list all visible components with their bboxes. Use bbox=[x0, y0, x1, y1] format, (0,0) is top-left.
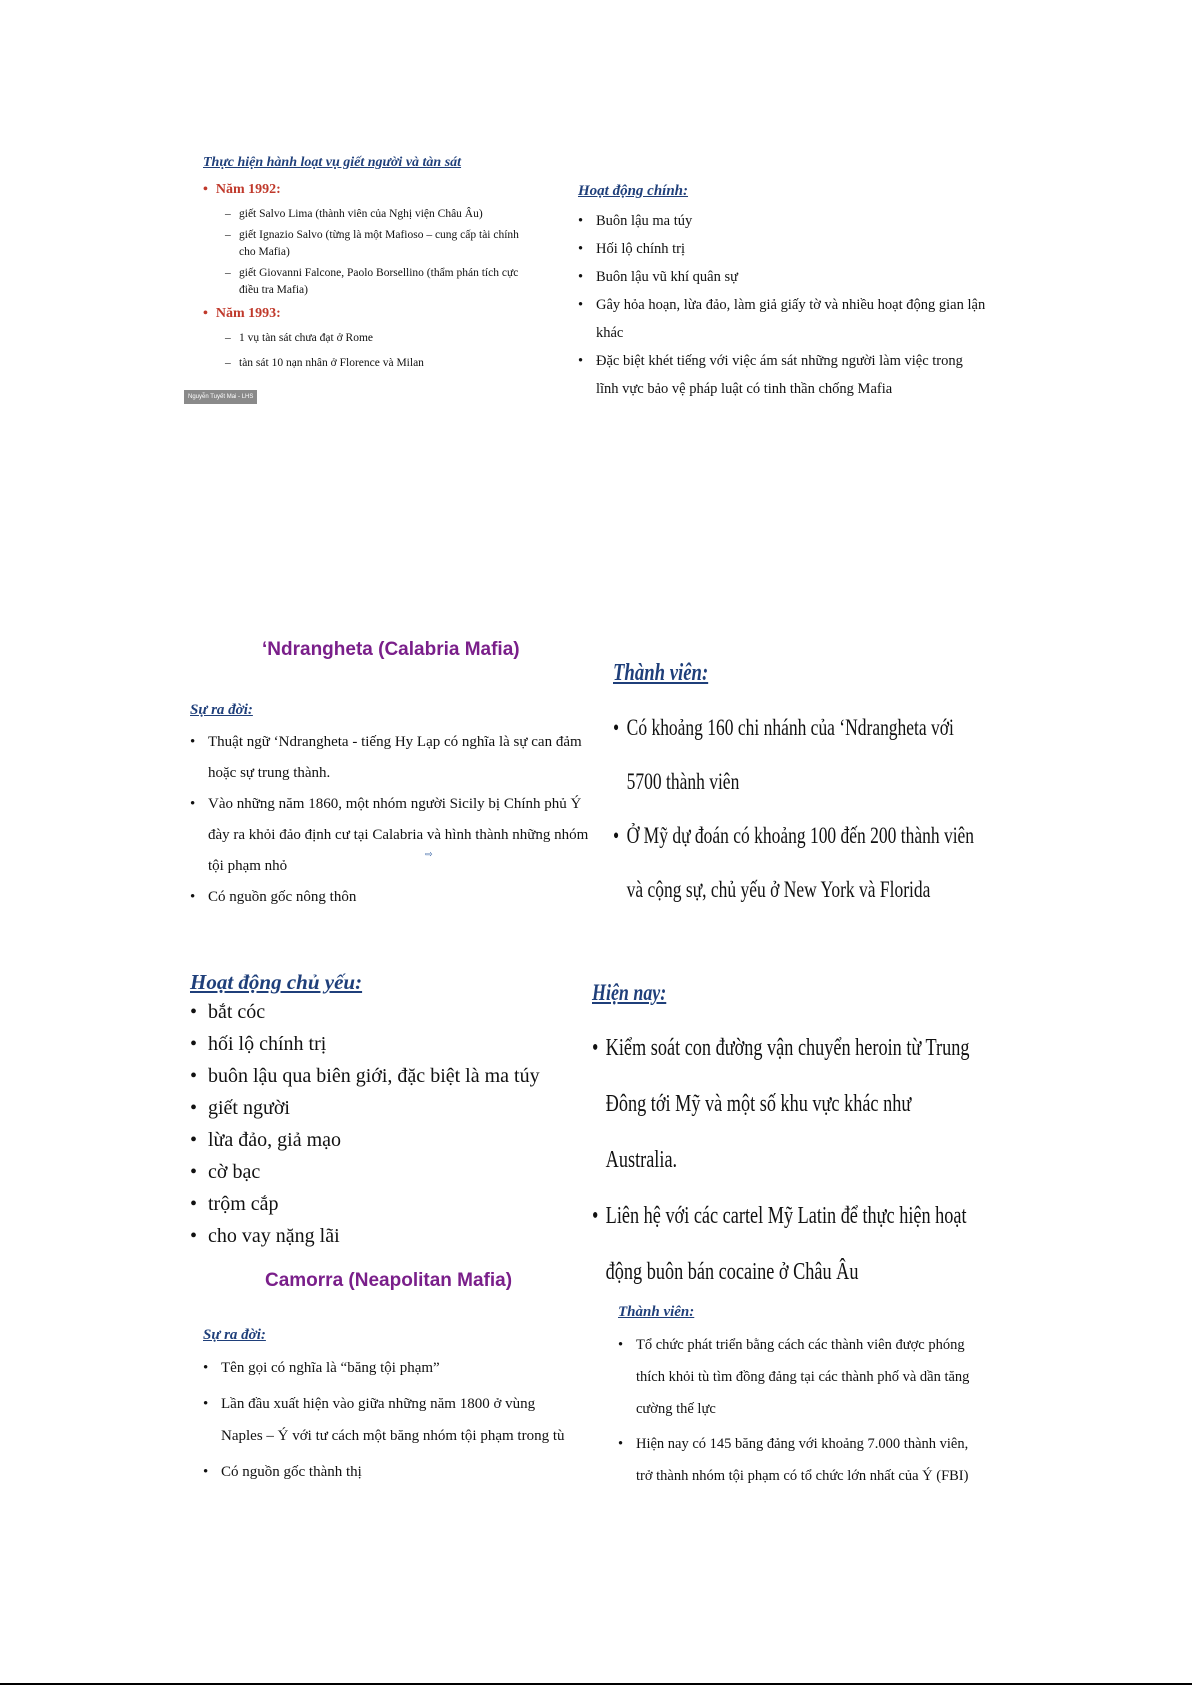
list-item: • hối lộ chính trị bbox=[190, 1028, 590, 1060]
list-item: • Gây hỏa hoạn, lừa đảo, làm giả giấy tờ và nhiều hoạt động gian lận khác bbox=[578, 291, 988, 347]
list-item: • Lần đầu xuất hiện vào giữa những năm 1800 ở vùng Naples – Ý với tư cách một băng nhóm tội phạm trong tù bbox=[203, 1388, 573, 1452]
main-activities-heading: Hoạt động chính: bbox=[578, 183, 689, 199]
list-item: • Buôn lậu ma túy bbox=[578, 207, 988, 235]
list-item: • buôn lậu qua biên giới, đặc biệt là ma túy bbox=[190, 1060, 590, 1092]
list-item: • Ở Mỹ dự đoán có khoảng 100 đến 200 thành viên và cộng sự, chủ yếu ở New York và Florida bbox=[613, 809, 978, 917]
ndrangheta-current-list bbox=[592, 1020, 972, 1300]
list-item: • Kiểm soát con đường vận chuyển heroin từ Trung Đông tới Mỹ và một số khu vực khác như Australia. bbox=[592, 1020, 972, 1188]
list-item: • Đặc biệt khét tiếng với việc ám sát những người làm việc trong lĩnh vực bảo vệ pháp luật có tinh thần chống Mafia bbox=[578, 347, 988, 403]
list-item: • Vào những năm 1860, một nhóm người Sicily bị Chính phủ Ý đày ra khỏi đảo định cư tại Calabria và hình thành những nhóm tội phạm nhỏ bbox=[190, 789, 600, 882]
ndrangheta-current bbox=[592, 980, 1012, 1300]
ndrangheta-activities-list bbox=[190, 996, 590, 1252]
ndrangheta-activities-heading: Hoạt động chủ yếu: bbox=[190, 970, 363, 994]
ndrangheta-origin-heading: Sự ra đời: bbox=[190, 702, 253, 718]
year-1993-label: • Năm 1993: bbox=[203, 306, 563, 322]
main-activities-list bbox=[578, 207, 988, 403]
camorra-members-list bbox=[618, 1329, 978, 1492]
ndrangheta-members bbox=[613, 660, 1013, 917]
camorra-origin-list bbox=[203, 1352, 573, 1488]
ndrangheta-title: ‘Ndrangheta (Calabria Mafia) bbox=[262, 639, 520, 660]
author-badge: Nguyễn Tuyết Mai - LHS bbox=[184, 390, 257, 404]
list-item: • Buôn lậu vũ khí quân sự bbox=[578, 263, 988, 291]
camorra-members bbox=[618, 1304, 978, 1492]
year-1992-label: • Năm 1992: bbox=[203, 182, 563, 198]
list-item: • bắt cóc bbox=[190, 996, 590, 1028]
list-item: – giết Giovanni Falcone, Paolo Borsellino (thẩm phán tích cực điều tra Mafia) bbox=[225, 265, 535, 299]
ndrangheta-current-heading: Hiện nay: bbox=[592, 980, 667, 1005]
ndrangheta-origin-list bbox=[190, 727, 600, 913]
year-1993-list bbox=[225, 330, 535, 372]
camorra-title: Camorra (Neapolitan Mafia) bbox=[265, 1270, 513, 1291]
list-item: – tàn sát 10 nạn nhân ở Florence và Milan bbox=[225, 355, 535, 372]
list-item: • Hiện nay có 145 băng đảng với khoảng 7.000 thành viên, trở thành nhóm tội phạm có tổ chức lớn nhất của Ý (FBI) bbox=[618, 1428, 978, 1492]
camorra-members-heading: Thành viên: bbox=[618, 1304, 695, 1320]
list-item: • Tổ chức phát triển bằng cách các thành viên được phóng thích khỏi tù tìm đồng đảng tại các thành phố và dần tăng cường thế lực bbox=[618, 1329, 978, 1425]
ndrangheta-origin bbox=[190, 702, 600, 913]
list-item: • giết người bbox=[190, 1092, 590, 1124]
list-item: • Có nguồn gốc thành thị bbox=[203, 1456, 573, 1488]
list-item: • Thuật ngữ ‘Ndrangheta - tiếng Hy Lạp có nghĩa là sự can đảm hoặc sự trung thành. bbox=[190, 727, 600, 789]
list-item: – giết Salvo Lima (thành viên của Nghị viện Châu Âu) bbox=[225, 206, 535, 223]
list-item: – 1 vụ tàn sát chưa đạt ở Rome bbox=[225, 330, 535, 347]
list-item: • Tên gọi có nghĩa là “băng tội phạm” bbox=[203, 1352, 573, 1384]
ndrangheta-activities bbox=[190, 970, 590, 1252]
year-1992-list bbox=[225, 206, 535, 299]
list-item: • cho vay nặng lãi bbox=[190, 1220, 590, 1252]
list-item: • Hối lộ chính trị bbox=[578, 235, 988, 263]
list-item: – giết Ignazio Salvo (từng là một Mafioso – cung cấp tài chính cho Mafia) bbox=[225, 227, 535, 261]
killings-heading: Thực hiện hành loạt vụ giết người và tàn sát bbox=[203, 155, 462, 170]
ndrangheta-members-list bbox=[613, 701, 978, 917]
list-item: • cờ bạc bbox=[190, 1156, 590, 1188]
list-item: • Có khoảng 160 chi nhánh của ‘Ndrangheta với 5700 thành viên bbox=[613, 701, 978, 809]
camorra-origin bbox=[203, 1327, 573, 1488]
camorra-origin-heading: Sự ra đời: bbox=[203, 1327, 266, 1343]
slide1-left-column bbox=[203, 155, 563, 372]
slide1-right-column bbox=[578, 183, 988, 403]
list-item: • Có nguồn gốc nông thôn bbox=[190, 882, 600, 913]
list-item: • lừa đảo, giả mạo bbox=[190, 1124, 590, 1156]
list-item: • trộm cắp bbox=[190, 1188, 590, 1220]
list-item: • Liên hệ với các cartel Mỹ Latin để thực hiện hoạt động buôn bán cocaine ở Châu Âu bbox=[592, 1188, 972, 1300]
arrow-icon: ⇨ bbox=[425, 850, 433, 860]
ndrangheta-members-heading: Thành viên: bbox=[613, 660, 709, 686]
